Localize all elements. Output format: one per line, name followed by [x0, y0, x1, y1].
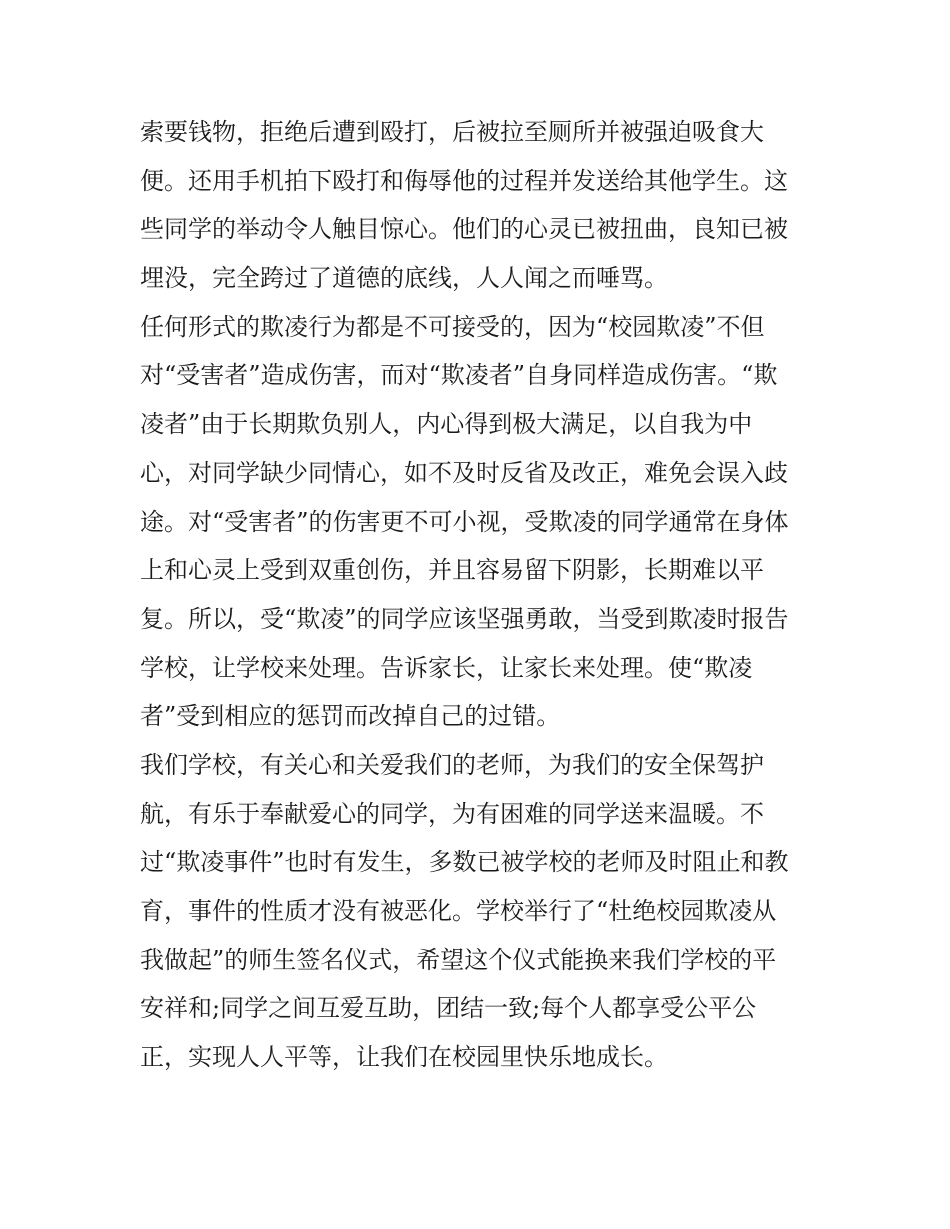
text-line: 对“受害者”造成伤害，而对“欺凌者”自身同样造成伤害。“欺: [140, 361, 778, 390]
text-line: 正，实现人人平等，让我们在校园里快乐地成长。: [140, 1043, 668, 1072]
text-line: 埋没，完全跨过了道德的底线，人人闻之而唾骂。: [140, 264, 668, 293]
text-line: 复。所以，受“欺凌”的同学应该坚强勇敢，当受到欺凌时报告: [140, 604, 789, 633]
text-line: 安祥和;同学之间互爱互助，团结一致;每个人都享受公平公: [140, 994, 757, 1023]
text-line: 凌者”由于长期欺负别人，内心得到极大满足，以自我为中: [140, 410, 753, 439]
text-line: 过“欺凌事件”也时有发生，多数已被学校的老师及时阻止和教: [140, 848, 789, 877]
text-line: 我们学校，有关心和关爱我们的老师，为我们的安全保驾护: [140, 750, 764, 779]
text-line: 学校，让学校来处理。告诉家长，让家长来处理。使“欺凌: [140, 653, 753, 682]
text-line: 育，事件的性质才没有被恶化。学校举行了“杜绝校园欺凌从: [140, 897, 777, 925]
text-line: 航，有乐于奉献爱心的同学，为有困难的同学送来温暖。不: [140, 799, 764, 828]
text-line: 上和心灵上受到双重创伤，并且容易留下阴影，长期难以平: [140, 556, 764, 585]
text-line: 心，对同学缺少同情心，如不及时反省及改正，难免会误入歧: [140, 458, 788, 487]
text-line: 任何形式的欺凌行为都是不可接受的，因为“校园欺凌”不但: [140, 312, 765, 341]
text-line: 途。对“受害者”的伤害更不可小视，受欺凌的同学通常在身体: [140, 507, 789, 536]
document-body: [140, 108, 840, 1082]
text-line: 索要钱物，拒绝后遭到殴打，后被拉至厕所并被强迫吸食大: [140, 118, 764, 146]
text-line: 者”受到相应的惩罚而改掉自己的过错。: [140, 702, 561, 731]
text-line: 便。还用手机拍下殴打和侮辱他的过程并发送给其他学生。这: [140, 166, 788, 195]
text-line: 我做起”的师生签名仪式，希望这个仪式能换来我们学校的平: [140, 945, 777, 974]
text-line: 些同学的举动令人触目惊心。他们的心灵已被扭曲，良知已被: [140, 215, 788, 244]
